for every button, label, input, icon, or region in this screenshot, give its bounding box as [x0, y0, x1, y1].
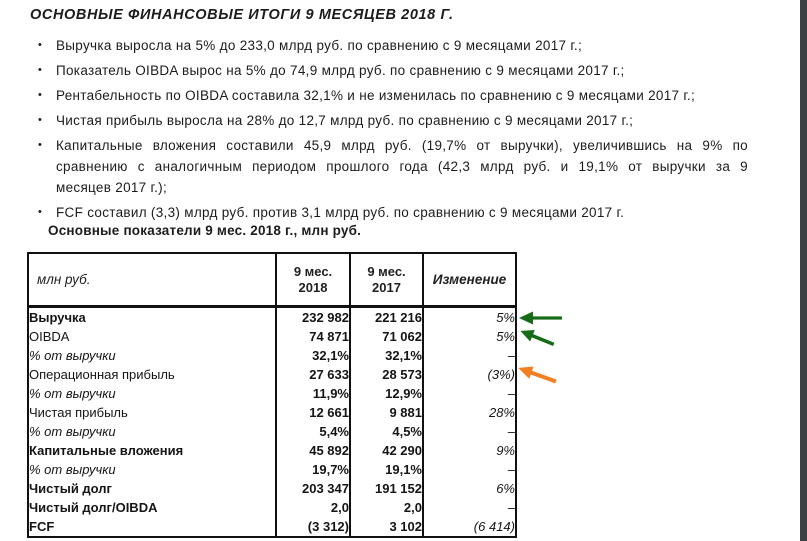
- value-change: (6 414): [423, 517, 516, 537]
- window-edge-bar: [800, 0, 807, 541]
- value-change: –: [423, 384, 516, 403]
- value-change: 9%: [423, 441, 516, 460]
- row-label: Чистый долг: [28, 479, 276, 498]
- value-change: 5%: [423, 327, 516, 346]
- value-change: 28%: [423, 403, 516, 422]
- value-change: 5%: [423, 307, 516, 328]
- value-2018: 232 982: [276, 307, 350, 328]
- table-row: [28, 479, 516, 498]
- value-change: 6%: [423, 479, 516, 498]
- value-2017: 28 573: [350, 365, 423, 384]
- value-2018: 27 633: [276, 365, 350, 384]
- row-label: FCF: [28, 517, 276, 537]
- value-change: –: [423, 346, 516, 365]
- value-2017: 12,9%: [350, 384, 423, 403]
- value-2018: 5,4%: [276, 422, 350, 441]
- value-2018: 74 871: [276, 327, 350, 346]
- value-change: –: [423, 498, 516, 517]
- value-2017: 71 062: [350, 327, 423, 346]
- row-label: OIBDA: [28, 327, 276, 346]
- value-2017: 19,1%: [350, 460, 423, 479]
- summary-bullet-list: [30, 35, 748, 227]
- header-line: 2017: [372, 279, 401, 295]
- list-item: [30, 202, 748, 223]
- list-item: [30, 135, 748, 198]
- row-label: Операционная прибыль: [28, 365, 276, 384]
- list-item: [30, 35, 748, 56]
- value-2018: 32,1%: [276, 346, 350, 365]
- table-row: [28, 384, 516, 403]
- table-row: [28, 365, 516, 384]
- value-change: (3%): [423, 365, 516, 384]
- table-row: [28, 307, 516, 328]
- table-header-row: [28, 253, 516, 307]
- bullet-text: Показатель OIBDA вырос на 5% до 74,9 млрд руб. по сравнению с 9 месяцами 2017 г.;: [56, 63, 625, 78]
- bullet-text: FCF составил (3,3) млрд руб. против 3,1 млрд руб. по сравнению с 9 месяцами 2017 г.: [56, 205, 625, 220]
- bullet-text-line: месяцев 2017 г.);: [56, 180, 168, 195]
- row-label: % от выручки: [28, 346, 276, 365]
- bullet-icon: •: [38, 114, 42, 126]
- bullet-text-line: Капитальные вложения составили 45,9 млрд руб. (19,7% от выручки), увеличившись на 9% по: [56, 138, 748, 153]
- bullet-text: Выручка выросла на 5% до 233,0 млрд руб. по сравнению с 9 месяцами 2017 г.;: [56, 38, 583, 53]
- value-2018: 12 661: [276, 403, 350, 422]
- bullet-text: [56, 135, 748, 198]
- row-label: % от выручки: [28, 460, 276, 479]
- value-change: –: [423, 460, 516, 479]
- value-2018: 11,9%: [276, 384, 350, 403]
- row-label: Чистый долг/OIBDA: [28, 498, 276, 517]
- table-row: [28, 498, 516, 517]
- list-item: [30, 60, 748, 81]
- table-row: [28, 441, 516, 460]
- bullet-icon: •: [38, 139, 42, 151]
- column-header-change: Изменение: [423, 253, 516, 307]
- bullet-icon: •: [38, 64, 42, 76]
- value-2018: 19,7%: [276, 460, 350, 479]
- header-line: 9 мес.: [293, 263, 333, 279]
- value-2018: (3 312): [276, 517, 350, 537]
- list-item: [30, 110, 748, 131]
- column-header-9m2018: [276, 253, 350, 307]
- green-up-left-arrow-icon: [519, 328, 557, 353]
- bullet-text: Чистая прибыль выросла на 28% до 12,7 млрд руб. по сравнению с 9 месяцами 2017 г.;: [56, 113, 634, 128]
- bullet-icon: •: [38, 39, 42, 51]
- bullet-text-line: сравнению с аналогичным периодом прошлого года (42,3 млрд руб. и 19,1% от выручки за 9: [56, 159, 748, 174]
- column-header-9m2017: [350, 253, 423, 307]
- table-row: [28, 346, 516, 365]
- page-title: ОСНОВНЫЕ ФИНАНСОВЫЕ ИТОГИ 9 МЕСЯЦЕВ 2018 Г.: [30, 7, 454, 23]
- list-item: [30, 85, 748, 106]
- value-2017: 32,1%: [350, 346, 423, 365]
- bullet-icon: •: [38, 206, 42, 218]
- value-2017: 42 290: [350, 441, 423, 460]
- orange-up-left-arrow-icon: [517, 365, 559, 390]
- value-2017: 3 102: [350, 517, 423, 537]
- table-row: [28, 327, 516, 346]
- table-row: [28, 460, 516, 479]
- table-row: [28, 403, 516, 422]
- row-label: % от выручки: [28, 422, 276, 441]
- row-label: % от выручки: [28, 384, 276, 403]
- value-2017: 9 881: [350, 403, 423, 422]
- header-line: 2018: [298, 279, 328, 295]
- row-label: Капитальные вложения: [28, 441, 276, 460]
- table-row: [28, 422, 516, 441]
- financial-results-table: [27, 252, 517, 538]
- bullet-text: Рентабельность по OIBDA составила 32,1% и не изменилась по сравнению с 9 месяцами 2017 г.;: [56, 88, 696, 103]
- value-2017: 4,5%: [350, 422, 423, 441]
- value-change: –: [423, 422, 516, 441]
- table-row: [28, 517, 516, 537]
- value-2017: 221 216: [350, 307, 423, 328]
- value-2018: 45 892: [276, 441, 350, 460]
- column-header-unit: млн руб.: [28, 253, 276, 307]
- value-2018: 203 347: [276, 479, 350, 498]
- value-2018: 2,0: [276, 498, 350, 517]
- row-label: Чистая прибыль: [28, 403, 276, 422]
- value-2017: 2,0: [350, 498, 423, 517]
- row-label: Выручка: [28, 307, 276, 328]
- value-2017: 191 152: [350, 479, 423, 498]
- header-line: 9 мес.: [367, 263, 406, 279]
- bullet-icon: •: [38, 89, 42, 101]
- table-caption: Основные показатели 9 мес. 2018 г., млн руб.: [48, 223, 362, 238]
